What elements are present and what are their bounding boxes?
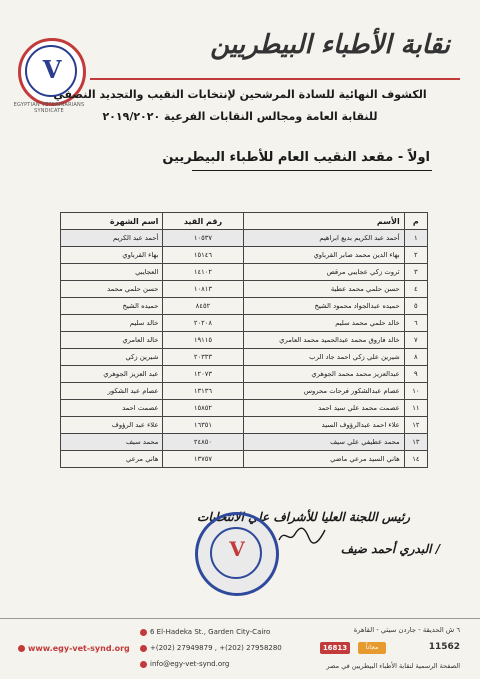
cell-registration: ١٠٨١٣ — [163, 281, 243, 298]
hotline-badge: 16813 — [320, 642, 350, 654]
cell-number: ١ — [404, 230, 427, 247]
cell-number: ١٠ — [404, 383, 427, 400]
document-subtitle: للنقابة العامة ومجالس النقابات الفرعية ٢٠١٩/٢٠٢٠ — [102, 110, 378, 123]
table-row — [61, 400, 428, 417]
candidates-table — [60, 212, 428, 468]
cell-popular-name: هاني مرعي — [61, 451, 163, 468]
cell-number: ٨ — [404, 349, 427, 366]
cell-registration: ١٣١٣٦ — [163, 383, 243, 400]
footer-address-english: 6 El-Hadeka St., Garden City-Cairo — [140, 628, 270, 636]
table-header-row — [61, 213, 428, 230]
cell-name: عصمت محمد علي سيد احمد — [243, 400, 404, 417]
column-header-name: الأسم — [243, 213, 404, 230]
footer-number: 11562 — [428, 642, 460, 652]
cell-name: علاء احمد عبدالرؤوف السيد — [243, 417, 404, 434]
cell-number: ١١ — [404, 400, 427, 417]
cell-number: ٣ — [404, 264, 427, 281]
cell-name: بهاء الدين محمد صابر القرباوي — [243, 247, 404, 264]
cell-number: ١٣ — [404, 434, 427, 451]
globe-icon — [18, 645, 25, 652]
free-badge: مجاناً — [358, 642, 386, 654]
table-row — [61, 315, 428, 332]
cell-name: ثروت زكي عجايبي مرقص — [243, 264, 404, 281]
header-divider — [90, 78, 460, 80]
cell-name: حسن حلمي محمد عطية — [243, 281, 404, 298]
cell-popular-name: حسن حلمي محمد — [61, 281, 163, 298]
cell-registration: ١٩١١٥ — [163, 332, 243, 349]
cell-name: حميده عبدالجواد محمود الشيخ — [243, 298, 404, 315]
cell-registration: ١٥٨٥٢ — [163, 400, 243, 417]
cell-name: عصام عبدالشكور فرحات محروس — [243, 383, 404, 400]
cell-registration: ١٥١٤٦ — [163, 247, 243, 264]
cell-number: ١٤ — [404, 451, 427, 468]
official-seal: V — [195, 512, 279, 596]
cell-popular-name: علاء عبد الرؤوف — [61, 417, 163, 434]
cell-popular-name: العجايبي — [61, 264, 163, 281]
cell-number: ٥ — [404, 298, 427, 315]
cell-popular-name: خالد سليم — [61, 315, 163, 332]
cell-registration: ١٣٧٥٧ — [163, 451, 243, 468]
cell-number: ٤ — [404, 281, 427, 298]
table-body — [61, 230, 428, 468]
cell-name: خالد فاروق محمد عبدالحميد محمد العامري — [243, 332, 404, 349]
signatory-name: / البدري أحمد ضيف — [340, 542, 440, 556]
footer — [0, 618, 480, 679]
table-row — [61, 417, 428, 434]
table-row — [61, 264, 428, 281]
cell-registration: ١٠٥٣٧ — [163, 230, 243, 247]
cell-name: أحمد عبد الكريم بديع ابراهيم — [243, 230, 404, 247]
location-icon — [140, 629, 147, 636]
cell-registration: ٢٤٨٥٠ — [163, 434, 243, 451]
cell-number: ٦ — [404, 315, 427, 332]
table-row — [61, 247, 428, 264]
cell-number: ٧ — [404, 332, 427, 349]
cell-registration: ١٤١٠٢ — [163, 264, 243, 281]
table-row — [61, 230, 428, 247]
cell-name: شيرين علي زكي احمد جاد الرب — [243, 349, 404, 366]
column-header-registration: رقم القيد — [163, 213, 243, 230]
table-row — [61, 349, 428, 366]
phone-icon — [140, 645, 147, 652]
cell-registration: ٢٠٢٠٨ — [163, 315, 243, 332]
cell-popular-name: حميده الشيخ — [61, 298, 163, 315]
section-underline — [192, 170, 432, 171]
cell-registration: ٨٤٥٢ — [163, 298, 243, 315]
column-header-number: م — [404, 213, 427, 230]
brand-title: نقابة الأطباء البيطريين — [210, 30, 450, 60]
table-row — [61, 281, 428, 298]
cell-popular-name: أحمد عبد الكريم — [61, 230, 163, 247]
cell-number: ١٢ — [404, 417, 427, 434]
footer-website-link[interactable]: www.egy-vet-synd.org — [18, 644, 130, 653]
cell-registration: ١٦٣٥١ — [163, 417, 243, 434]
cell-popular-name: محمد سيف — [61, 434, 163, 451]
table-row — [61, 383, 428, 400]
table-row — [61, 451, 428, 468]
syndicate-logo: V — [18, 38, 86, 106]
cell-number: ٢ — [404, 247, 427, 264]
column-header-popular-name: اسم الشهرة — [61, 213, 163, 230]
signature-title: رئيس اللجنة العليا للأشراف علي الانتخابات — [197, 510, 410, 524]
cell-popular-name: عبد العزيز الجوهري — [61, 366, 163, 383]
facebook-page-text: الصفحة الرسمية لنقابة الأطباء البيطريين في مصر — [326, 662, 460, 670]
footer-divider — [0, 618, 480, 619]
email-icon — [140, 661, 147, 668]
cell-name: هاني السيد مرعي ماضي — [243, 451, 404, 468]
cell-number: ٩ — [404, 366, 427, 383]
cell-name: عبدالعزيز محمد محمد الجوهري — [243, 366, 404, 383]
cell-popular-name: شيرين زكي — [61, 349, 163, 366]
cell-popular-name: بهاء القرباوي — [61, 247, 163, 264]
footer-email[interactable]: info@egy-vet-synd.org — [140, 660, 229, 668]
cell-popular-name: عصام عبد الشكور — [61, 383, 163, 400]
handwritten-signature — [275, 524, 330, 548]
footer-address-arabic: ٦ ش الحديقة - جاردن سيتي - القاهرة — [353, 626, 460, 634]
cell-popular-name: خالد العامري — [61, 332, 163, 349]
table-row — [61, 434, 428, 451]
cell-name: خالد حلمي محمد سليم — [243, 315, 404, 332]
table-row — [61, 366, 428, 383]
section-title: اولاً - مقعد النقيب العام للأطباء البيطريين — [162, 150, 430, 165]
cell-name: محمد عطيفي علي سيف — [243, 434, 404, 451]
footer-phone: +(202) 27949879 , +(202) 27958280 — [140, 644, 282, 652]
logo-caption: EGYPTIAN VETERINARIANS SYNDICATE — [13, 102, 85, 114]
cell-registration: ١٢٠٧٣ — [163, 366, 243, 383]
cell-registration: ٢٠٣٣٣ — [163, 349, 243, 366]
cell-popular-name: عصمت احمد — [61, 400, 163, 417]
table-row — [61, 332, 428, 349]
table-row — [61, 298, 428, 315]
document-title: الكشوف النهائية للسادة المرشحين لإنتخابات النقيب والتجديد النصفي — [53, 88, 427, 101]
